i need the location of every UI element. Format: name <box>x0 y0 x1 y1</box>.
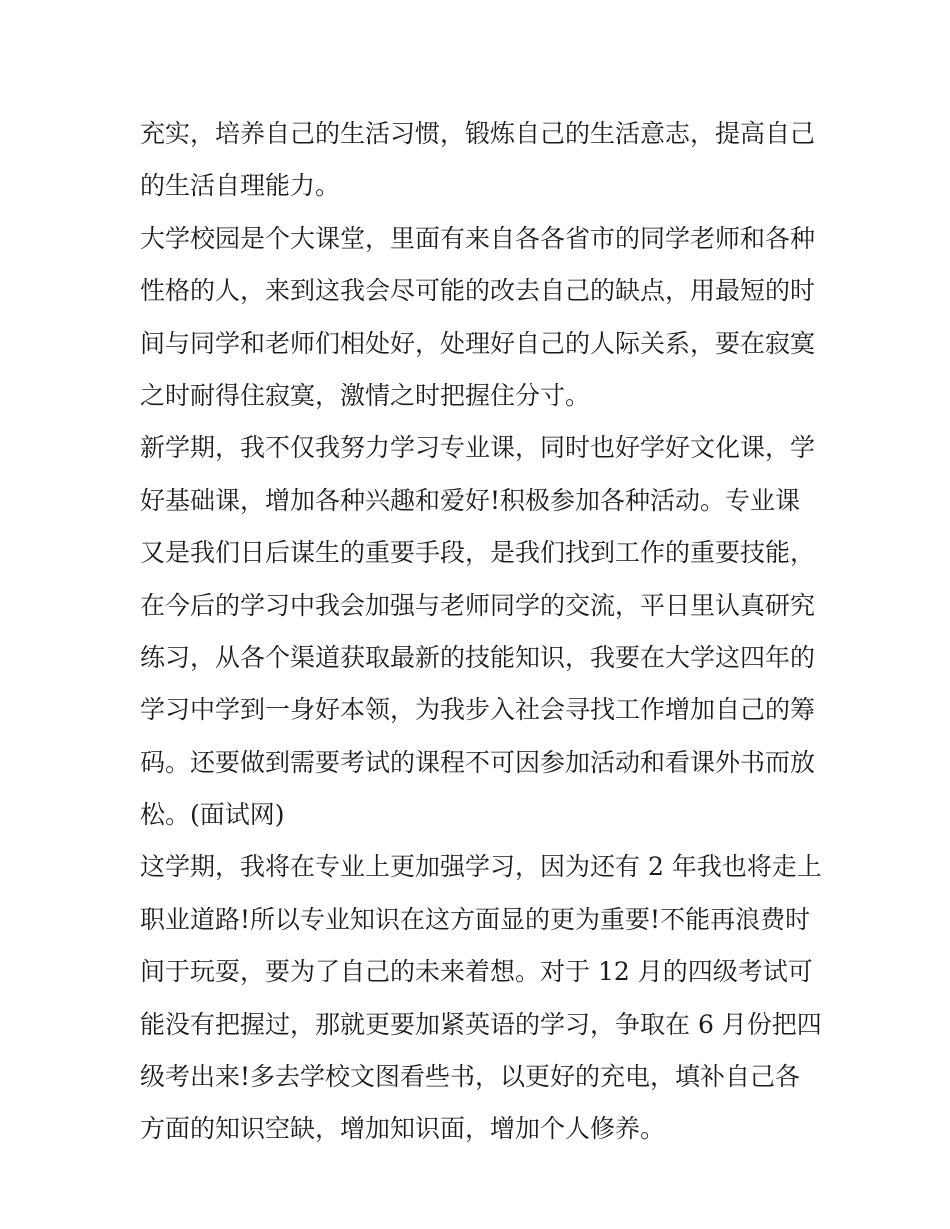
text-line: 学习中学到一身好本领，为我步入社会寻找工作增加自己的筹 <box>140 695 816 725</box>
text-line: 码。还要做到需要考试的课程不可因参加活动和看课外书而放 <box>140 747 816 777</box>
document-body <box>140 108 820 1156</box>
text-line: 大学校园是个大课堂，里面有来自各各省市的同学老师和各种 <box>140 223 816 253</box>
text-line: 间与同学和老师们相处好，处理好自己的人际关系，要在寂寞 <box>140 328 816 358</box>
text-line: 级考出来!多去学校文图看些书，以更好的充电，填补自己各 <box>140 1062 801 1092</box>
text-line: 这学期，我将在专业上更加强学习，因为还有 2 年我也将走上 <box>140 852 822 882</box>
text-line: 职业道路!所以专业知识在这方面显的更为重要!不能再浪费时 <box>140 904 811 934</box>
text-line: 性格的人，来到这我会尽可能的改去自己的缺点，用最短的时 <box>140 276 816 306</box>
text-line: 能没有把握过，那就更要加紧英语的学习，争取在 6 月份把四 <box>140 1009 822 1039</box>
text-line: 又是我们日后谋生的重要手段，是我们找到工作的重要技能， <box>140 538 816 568</box>
text-line: 练习，从各个渠道获取最新的技能知识，我要在大学这四年的 <box>140 642 816 672</box>
text-line: 好基础课，增加各种兴趣和爱好!积极参加各种活动。专业课 <box>140 485 801 515</box>
text-line: 松。(面试网) <box>140 800 285 830</box>
text-line: 在今后的学习中我会加强与老师同学的交流，平日里认真研究 <box>140 590 816 620</box>
text-line: 的生活自理能力。 <box>140 171 341 201</box>
text-line: 之时耐得住寂寞，激情之时把握住分寸。 <box>140 380 591 410</box>
text-line: 方面的知识空缺，增加知识面，增加个人修养。 <box>140 1114 666 1144</box>
text-line: 新学期，我不仅我努力学习专业课，同时也好学好文化课，学 <box>140 433 816 463</box>
text-line: 间于玩耍，要为了自己的未来着想。对于 12 月的四级考试可 <box>140 957 813 987</box>
text-line: 充实，培养自己的生活习惯，锻炼自己的生活意志，提高自己 <box>140 119 816 148</box>
